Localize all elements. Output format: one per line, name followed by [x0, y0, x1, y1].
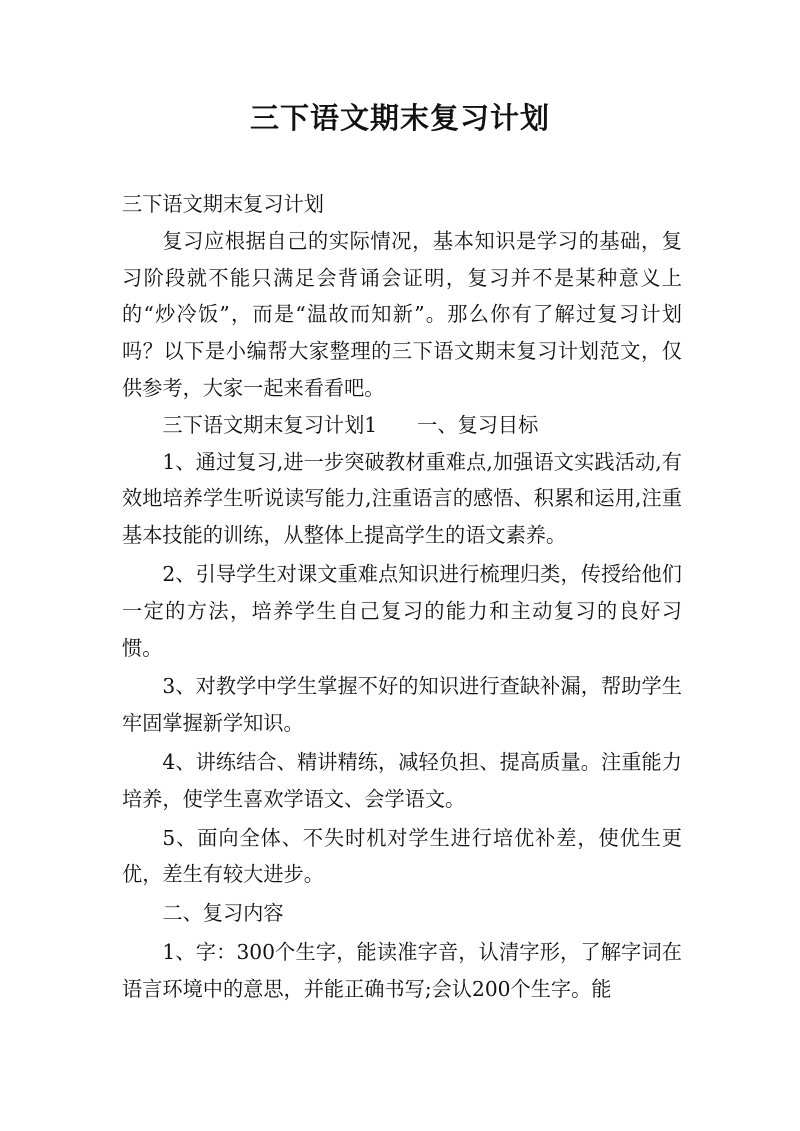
goal-item-4: 4、讲练结合、精讲精练，减轻负担、提高质量。注重能力培养，使学生喜欢学语文、会学语文。 [122, 749, 682, 811]
goal-item-3: 3、对教学中学生掌握不好的知识进行查缺补漏，帮助学生牢固掌握新学知识。 [122, 674, 682, 736]
section-heading-goals: 一、复习目标 [417, 412, 539, 437]
plan-heading: 三下语文期末复习计划1 [162, 412, 378, 437]
section-heading-content: 二、复习内容 [162, 901, 284, 926]
goal-item-1: 1、通过复习,进一步突破教材重难点,加强语文实践活动,有效地培养学生听说读写能力,注重语言的感悟、积累和运用,注重基本技能的训练，从整体上提高学生的语文素养。 [122, 449, 682, 548]
document-body [122, 186, 682, 1008]
document-title: 三下语文期末复习计划 [249, 101, 550, 135]
plan-heading-line [122, 407, 682, 444]
goal-item-5: 5、面向全体、不失时机对学生进行培优补差，使优生更优，差生有较大进步。 [122, 825, 682, 887]
content-item-1: 1、字：300个生字，能读准字音，认清字形，了解字词在语言环境中的意思，并能正确书写;会认200个生字。能 [122, 939, 682, 1001]
document-subtitle: 三下语文期末复习计划 [122, 192, 324, 216]
goal-item-2: 2、引导学生对课文重难点知识进行梳理归类，传授给他们一定的方法，培养学生自己复习的能力和主动复习的良好习惯。 [122, 561, 682, 660]
intro-paragraph: 复习应根据自己的实际情况，基本知识是学习的基础，复习阶段就不能只满足会背诵会证明，复习并不是某种意义上的“炒冷饭”，而是“温故而知新”。那么你有了解过复习计划吗？以下是小编帮大家整理的三下语文期末复习计划范文，仅供参考，大家一起来看看吧。 [122, 228, 682, 400]
